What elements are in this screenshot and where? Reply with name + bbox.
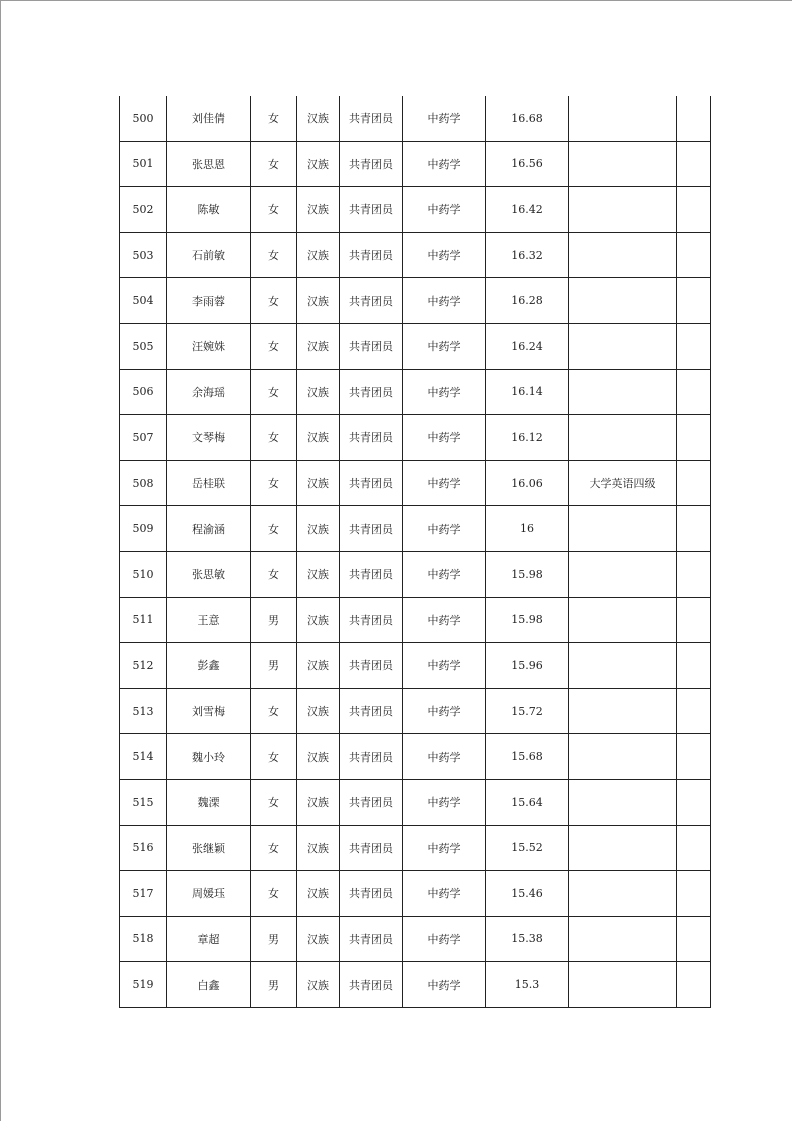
cell-number: 500: [120, 96, 167, 141]
cell-ethnicity: 汉族: [297, 688, 340, 734]
cell-award: [569, 825, 677, 871]
cell-major: 中药学: [403, 779, 486, 825]
cell-note: [677, 96, 711, 141]
cell-major: 中药学: [403, 96, 486, 141]
cell-gender: 女: [251, 734, 297, 780]
cell-note: [677, 323, 711, 369]
cell-number: 518: [120, 916, 167, 962]
cell-name: 魏小玲: [167, 734, 251, 780]
cell-political-status: 共青团员: [340, 962, 403, 1008]
cell-political-status: 共青团员: [340, 551, 403, 597]
cell-major: 中药学: [403, 734, 486, 780]
cell-name: 张思恩: [167, 141, 251, 187]
table-row: [120, 597, 711, 643]
cell-award: [569, 96, 677, 141]
table-row: [120, 323, 711, 369]
cell-gender: 女: [251, 323, 297, 369]
cell-number: 511: [120, 597, 167, 643]
cell-score: 16.06: [486, 460, 569, 506]
cell-major: 中药学: [403, 187, 486, 233]
table-row: [120, 278, 711, 324]
cell-major: 中药学: [403, 871, 486, 917]
cell-score: 15.72: [486, 688, 569, 734]
cell-political-status: 共青团员: [340, 323, 403, 369]
cell-political-status: 共青团员: [340, 643, 403, 689]
cell-name: 程渝涵: [167, 506, 251, 552]
cell-score: 15.38: [486, 916, 569, 962]
cell-major: 中药学: [403, 141, 486, 187]
table-row: [120, 551, 711, 597]
cell-major: 中药学: [403, 460, 486, 506]
cell-score: 15.64: [486, 779, 569, 825]
cell-number: 501: [120, 141, 167, 187]
roster-body: [120, 96, 711, 1007]
cell-ethnicity: 汉族: [297, 871, 340, 917]
cell-ethnicity: 汉族: [297, 96, 340, 141]
cell-number: 516: [120, 825, 167, 871]
cell-note: [677, 187, 711, 233]
cell-note: [677, 825, 711, 871]
cell-ethnicity: 汉族: [297, 643, 340, 689]
table-row: [120, 962, 711, 1008]
cell-major: 中药学: [403, 643, 486, 689]
cell-gender: 女: [251, 96, 297, 141]
student-roster-table: [119, 96, 711, 1008]
cell-note: [677, 597, 711, 643]
cell-political-status: 共青团员: [340, 278, 403, 324]
cell-score: 16.42: [486, 187, 569, 233]
cell-number: 504: [120, 278, 167, 324]
table-row: [120, 916, 711, 962]
cell-political-status: 共青团员: [340, 734, 403, 780]
cell-note: [677, 643, 711, 689]
table-row: [120, 415, 711, 461]
cell-political-status: 共青团员: [340, 369, 403, 415]
cell-number: 506: [120, 369, 167, 415]
cell-gender: 男: [251, 962, 297, 1008]
cell-note: [677, 551, 711, 597]
cell-political-status: 共青团员: [340, 232, 403, 278]
cell-number: 512: [120, 643, 167, 689]
cell-score: 16.56: [486, 141, 569, 187]
cell-major: 中药学: [403, 597, 486, 643]
cell-name: 张继颖: [167, 825, 251, 871]
cell-number: 509: [120, 506, 167, 552]
cell-major: 中药学: [403, 551, 486, 597]
cell-score: 16.28: [486, 278, 569, 324]
cell-gender: 男: [251, 643, 297, 689]
cell-award: [569, 141, 677, 187]
cell-award: [569, 187, 677, 233]
cell-ethnicity: 汉族: [297, 551, 340, 597]
cell-ethnicity: 汉族: [297, 187, 340, 233]
cell-award: [569, 369, 677, 415]
cell-number: 513: [120, 688, 167, 734]
cell-name: 刘雪梅: [167, 688, 251, 734]
cell-note: [677, 962, 711, 1008]
cell-gender: 女: [251, 460, 297, 506]
cell-number: 514: [120, 734, 167, 780]
table-row: [120, 187, 711, 233]
cell-note: [677, 415, 711, 461]
cell-ethnicity: 汉族: [297, 460, 340, 506]
cell-award: [569, 323, 677, 369]
cell-name: 刘佳倩: [167, 96, 251, 141]
table-row: [120, 734, 711, 780]
cell-name: 王意: [167, 597, 251, 643]
cell-award: [569, 597, 677, 643]
cell-score: 16.68: [486, 96, 569, 141]
table-row: [120, 506, 711, 552]
cell-major: 中药学: [403, 323, 486, 369]
cell-name: 余海瑶: [167, 369, 251, 415]
cell-gender: 女: [251, 415, 297, 461]
cell-name: 汪婉姝: [167, 323, 251, 369]
cell-score: 15.3: [486, 962, 569, 1008]
cell-note: [677, 232, 711, 278]
cell-score: 15.52: [486, 825, 569, 871]
cell-name: 魏溧: [167, 779, 251, 825]
cell-note: [677, 460, 711, 506]
cell-score: 16.24: [486, 323, 569, 369]
cell-political-status: 共青团员: [340, 688, 403, 734]
cell-ethnicity: 汉族: [297, 962, 340, 1008]
cell-award: [569, 415, 677, 461]
cell-number: 505: [120, 323, 167, 369]
cell-gender: 女: [251, 779, 297, 825]
table-row: [120, 871, 711, 917]
cell-gender: 女: [251, 825, 297, 871]
cell-name: 李雨蓉: [167, 278, 251, 324]
table-row: [120, 96, 711, 141]
cell-political-status: 共青团员: [340, 871, 403, 917]
table-container: [119, 96, 711, 1008]
cell-ethnicity: 汉族: [297, 415, 340, 461]
cell-ethnicity: 汉族: [297, 916, 340, 962]
cell-ethnicity: 汉族: [297, 825, 340, 871]
table-row: [120, 643, 711, 689]
cell-score: 16: [486, 506, 569, 552]
cell-gender: 女: [251, 232, 297, 278]
cell-number: 510: [120, 551, 167, 597]
cell-gender: 男: [251, 916, 297, 962]
cell-award: [569, 643, 677, 689]
cell-political-status: 共青团员: [340, 460, 403, 506]
cell-score: 16.32: [486, 232, 569, 278]
cell-score: 15.98: [486, 551, 569, 597]
cell-note: [677, 369, 711, 415]
cell-note: [677, 278, 711, 324]
table-row: [120, 460, 711, 506]
cell-name: 白鑫: [167, 962, 251, 1008]
cell-score: 15.68: [486, 734, 569, 780]
cell-gender: 女: [251, 187, 297, 233]
cell-major: 中药学: [403, 506, 486, 552]
cell-award: [569, 916, 677, 962]
cell-score: 15.96: [486, 643, 569, 689]
cell-number: 507: [120, 415, 167, 461]
cell-political-status: 共青团员: [340, 415, 403, 461]
cell-gender: 女: [251, 369, 297, 415]
table-row: [120, 688, 711, 734]
cell-note: [677, 871, 711, 917]
cell-ethnicity: 汉族: [297, 232, 340, 278]
cell-political-status: 共青团员: [340, 141, 403, 187]
cell-gender: 女: [251, 278, 297, 324]
cell-number: 515: [120, 779, 167, 825]
cell-major: 中药学: [403, 369, 486, 415]
table-row: [120, 825, 711, 871]
cell-political-status: 共青团员: [340, 96, 403, 141]
cell-political-status: 共青团员: [340, 916, 403, 962]
cell-major: 中药学: [403, 688, 486, 734]
cell-note: [677, 688, 711, 734]
cell-note: [677, 141, 711, 187]
cell-gender: 女: [251, 688, 297, 734]
cell-award: [569, 278, 677, 324]
cell-gender: 男: [251, 597, 297, 643]
cell-award: [569, 734, 677, 780]
cell-name: 岳桂联: [167, 460, 251, 506]
cell-number: 502: [120, 187, 167, 233]
cell-ethnicity: 汉族: [297, 506, 340, 552]
cell-major: 中药学: [403, 916, 486, 962]
cell-name: 石前敏: [167, 232, 251, 278]
cell-score: 16.14: [486, 369, 569, 415]
table-row: [120, 141, 711, 187]
cell-major: 中药学: [403, 232, 486, 278]
cell-number: 508: [120, 460, 167, 506]
cell-political-status: 共青团员: [340, 779, 403, 825]
cell-major: 中药学: [403, 962, 486, 1008]
cell-name: 文琴梅: [167, 415, 251, 461]
cell-award: [569, 962, 677, 1008]
cell-ethnicity: 汉族: [297, 369, 340, 415]
cell-name: 彭鑫: [167, 643, 251, 689]
cell-ethnicity: 汉族: [297, 597, 340, 643]
cell-note: [677, 916, 711, 962]
cell-major: 中药学: [403, 278, 486, 324]
cell-award: [569, 688, 677, 734]
cell-ethnicity: 汉族: [297, 141, 340, 187]
cell-number: 503: [120, 232, 167, 278]
cell-name: 章超: [167, 916, 251, 962]
cell-major: 中药学: [403, 825, 486, 871]
table-row: [120, 779, 711, 825]
cell-award: [569, 779, 677, 825]
cell-gender: 女: [251, 871, 297, 917]
cell-name: 陈敏: [167, 187, 251, 233]
cell-note: [677, 734, 711, 780]
cell-award: 大学英语四级: [569, 460, 677, 506]
cell-note: [677, 779, 711, 825]
cell-award: [569, 232, 677, 278]
cell-ethnicity: 汉族: [297, 278, 340, 324]
cell-award: [569, 871, 677, 917]
cell-political-status: 共青团员: [340, 825, 403, 871]
cell-score: 15.98: [486, 597, 569, 643]
cell-number: 517: [120, 871, 167, 917]
cell-gender: 女: [251, 506, 297, 552]
table-row: [120, 232, 711, 278]
cell-major: 中药学: [403, 415, 486, 461]
cell-score: 15.46: [486, 871, 569, 917]
cell-ethnicity: 汉族: [297, 779, 340, 825]
cell-political-status: 共青团员: [340, 506, 403, 552]
cell-ethnicity: 汉族: [297, 323, 340, 369]
cell-award: [569, 506, 677, 552]
cell-number: 519: [120, 962, 167, 1008]
cell-note: [677, 506, 711, 552]
cell-gender: 女: [251, 551, 297, 597]
cell-ethnicity: 汉族: [297, 734, 340, 780]
cell-name: 周媛珏: [167, 871, 251, 917]
cell-political-status: 共青团员: [340, 597, 403, 643]
cell-award: [569, 551, 677, 597]
cell-name: 张思敏: [167, 551, 251, 597]
cell-political-status: 共青团员: [340, 187, 403, 233]
cell-gender: 女: [251, 141, 297, 187]
cell-score: 16.12: [486, 415, 569, 461]
table-row: [120, 369, 711, 415]
